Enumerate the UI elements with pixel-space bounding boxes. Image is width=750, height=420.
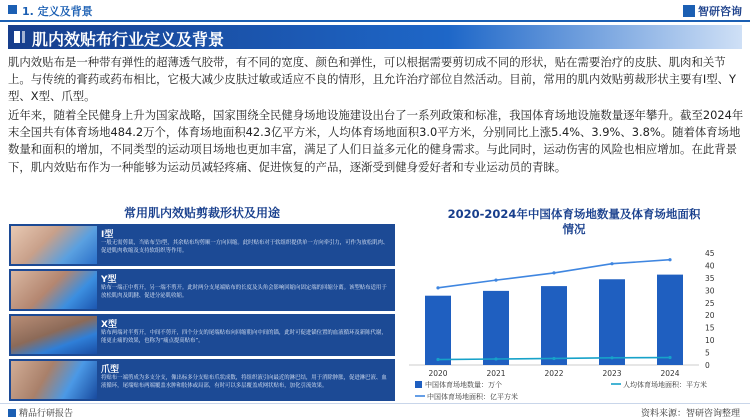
- report-icon: [8, 409, 16, 417]
- brand: [683, 3, 742, 19]
- shape-desc: 贴布一端正中剪开，另一端不剪开。此时两分支尾端贴布的长度及头角会影响回缩向固定端的回缩分离。该型贴布适用于放松肌肉及肌腱、促进分泌肌收缩。: [101, 285, 387, 299]
- bar-venue-count: [483, 291, 509, 365]
- line-per-capita-area-point: [668, 356, 671, 359]
- footer: [0, 406, 750, 420]
- x-tick-label: 2022: [544, 369, 564, 378]
- shape-photo-y: [11, 271, 97, 309]
- y-right-tick-label: 30: [705, 286, 715, 296]
- footer-left: [8, 406, 73, 419]
- y-right-tick-label: 20: [705, 311, 715, 321]
- line-venue-area-point: [436, 286, 439, 289]
- line-venue-area-point: [494, 279, 497, 282]
- shapes-panel-title: 常用肌内效贴剪裁形状及用途: [123, 206, 280, 220]
- y-right-tick-label: 40: [705, 261, 715, 271]
- line-per-capita-area-point: [552, 357, 555, 360]
- title-marker-icon-2: [22, 31, 25, 43]
- shape-row-y: [9, 269, 395, 311]
- shape-name: X型: [101, 320, 117, 330]
- bar-venue-count: [599, 279, 625, 365]
- footer-left-text: 精品行研报告: [19, 409, 74, 419]
- legend-label: 人均体育场地面积：平方米: [623, 381, 707, 389]
- legend-swatch-bar: [415, 381, 422, 388]
- line-venue-area-point: [668, 258, 671, 261]
- shapes-panel: [9, 205, 395, 403]
- footer-source: 资料来源：智研咨询整理: [640, 409, 740, 419]
- legend-label: 中国体育场地面积：亿平方米: [427, 393, 518, 401]
- y-right-tick-label: 10: [705, 336, 715, 346]
- top-bar: [0, 0, 750, 20]
- brand-name: 智研咨询: [698, 5, 742, 18]
- x-tick-label: 2020: [428, 369, 448, 378]
- title-bar: [8, 25, 742, 49]
- title-marker-icon: [14, 31, 20, 43]
- x-tick-label: 2024: [660, 369, 680, 378]
- shape-desc: 贴布两端对半剪开，中间不剪开，四个分支的尾端贴布向回缩朝向中间的锚，此时可促进锚位置的血液循环及新陈代谢，能更止痛的效果，也称为“痛点提高贴布”。: [101, 330, 387, 344]
- chart-title: 2020-2024年中国体育场地数量及体育场地面积: [447, 207, 701, 221]
- shape-photo-x: [11, 316, 97, 354]
- section-marker-icon: [8, 5, 17, 14]
- bar-venue-count: [425, 296, 451, 365]
- line-venue-area-point: [610, 262, 613, 265]
- accent-line: [0, 20, 750, 22]
- paragraph-background: 近年来，随着全民健身上升为国家战略，国家围绕全民健身场地设施建设出台了一系列政策和标准，我国体育场地设施数量逐年攀升。截至2024年末全国共有体育场地484.2万个，体育场地面积42.3亿平方米，人均体育场地面积3.0平方米，分别同比上涨5.4%、3.9%、3.8%。随着体育场地数量和面积的增加，不同类型的运动项目场地也更加丰富，满足了人们日益多元化的健身需求。与此同时，运动伤害的风险也相应增加。在此背景下，肌内效贴布作为一种能够为运动员减轻疼痛、促进恢复的产品，逐渐受到健身爱好者和专业运动员的青睐。: [8, 108, 744, 174]
- line-per-capita-area-point: [494, 357, 497, 360]
- y-right-tick-label: 5: [705, 348, 710, 358]
- legend-label: 中国体育场地数量：万个: [425, 381, 502, 389]
- chart-svg: [405, 205, 743, 403]
- x-tick-label: 2021: [486, 369, 506, 378]
- section-label: 1. 定义及背景: [22, 5, 93, 18]
- shape-desc: 一般无需剪裁，当贴布呈I型，其余贴布均剪顺一方向回缩。此时贴布对于软组织提供单一方向牵引力，可作为放松肌肉、促进肌肉收缩及支持软组织等作用。: [101, 240, 389, 254]
- shape-row-i: [9, 224, 395, 266]
- line-per-capita-area-point: [610, 356, 613, 359]
- shape-desc: 将贴布一端剪成为多支分支，像出标多分支贴布爪状成数，将组织液引向最近的淋巴结，用于消除肿胀，促进淋巴液、血液循环，尾端贴布两端覆盖水肿和肢体或局部，有时可以多层覆盖成网状贴布，加化引流效果。: [101, 375, 387, 389]
- bar-venue-count: [541, 286, 567, 365]
- page-title: 肌内效贴布行业定义及背景: [32, 30, 225, 49]
- line-per-capita-area-point: [436, 358, 439, 361]
- shape-name: Y型: [101, 275, 117, 285]
- footer-divider: [0, 403, 750, 404]
- shape-photo-i: [11, 226, 97, 264]
- y-right-tick-label: 15: [705, 323, 715, 333]
- paragraph-definition: 肌内效贴布是一种带有弹性的超薄透气胶带，有不同的宽度、颜色和弹性，可以根据需要剪切成不同的形状，贴在需要治疗的皮肤、肌肉和关节上。与传统的膏药或药布相比，它极大减少皮肤过敏或适应不良的情形，且允许治疗部位自然活动。目前，常用的肌内效贴剪裁形状主要有I型、Y型、X型、爪型。: [8, 55, 736, 104]
- line-venue-area-point: [552, 271, 555, 274]
- y-right-tick-label: 25: [705, 298, 715, 308]
- chart-panel: [405, 205, 743, 403]
- shape-row-claw: [9, 359, 395, 401]
- y-right-tick-label: 0: [705, 361, 710, 370]
- bar-venue-count: [657, 275, 683, 365]
- brand-logo-icon: [683, 5, 695, 17]
- y-right-tick-label: 35: [705, 273, 715, 283]
- shape-name: I型: [101, 230, 114, 240]
- shape-photo-claw: [11, 361, 97, 399]
- shape-name: 爪型: [101, 365, 120, 375]
- chart-title-line-2: 情况: [562, 222, 586, 236]
- x-tick-label: 2023: [602, 369, 622, 378]
- shape-row-x: [9, 314, 395, 356]
- y-right-tick-label: 45: [705, 249, 715, 258]
